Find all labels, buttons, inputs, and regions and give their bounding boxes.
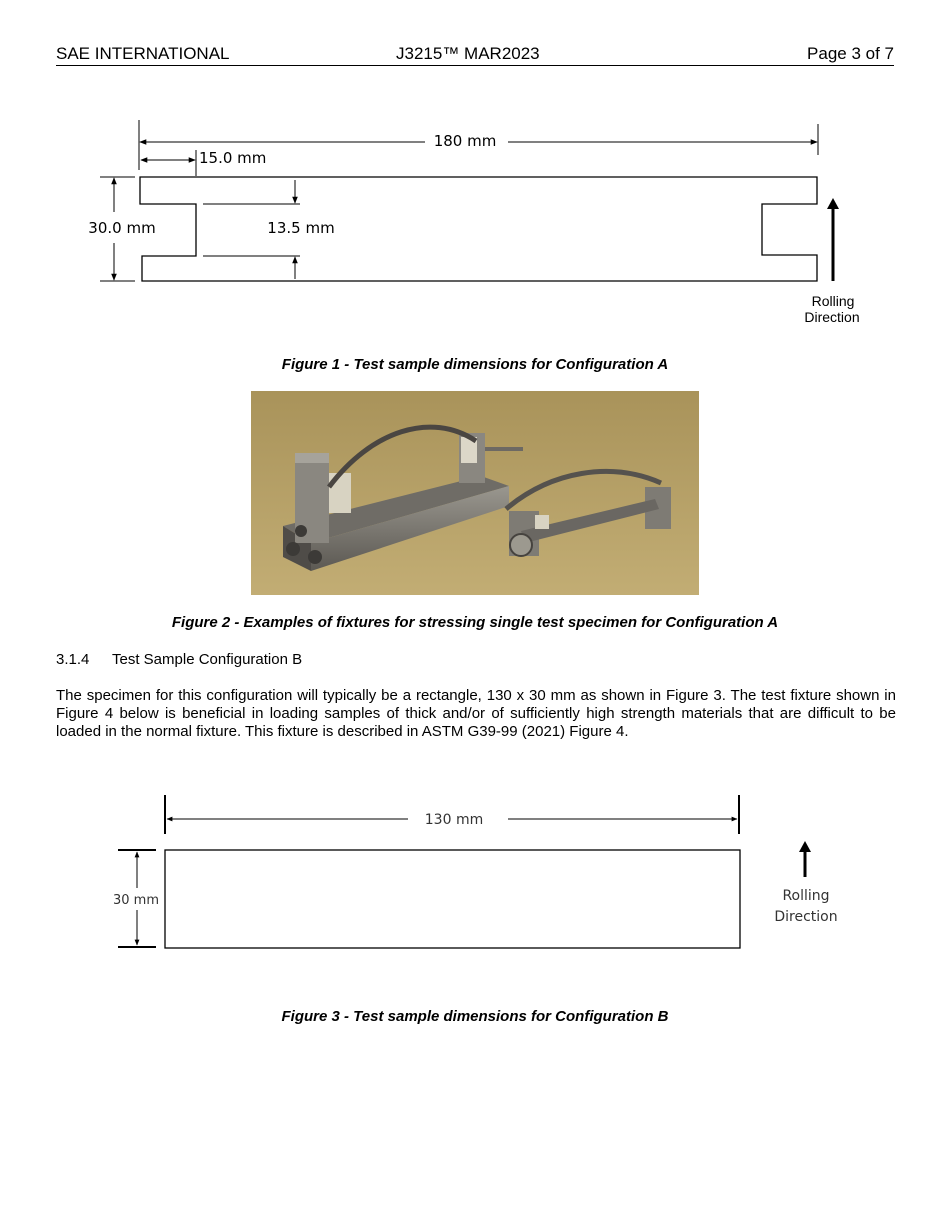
header-org: SAE INTERNATIONAL bbox=[56, 44, 230, 63]
rolling-label-a-1: Rolling bbox=[811, 293, 855, 309]
figure3-caption: Figure 3 - Test sample dimensions for Configuration B bbox=[281, 1008, 669, 1025]
figure2-fixture-photo bbox=[251, 391, 699, 595]
section-title: Test Sample Configuration B bbox=[112, 651, 303, 668]
dim-13-label: 13.5 mm bbox=[267, 219, 335, 237]
section-paragraph: The specimen for this configuration will typically be a rectangle, 130 x 30 mm as shown in Figure 3. The test fixture shown in Figure 4 below is beneficial in loading samples of thick and/or of sufficiently high strength materials that are difficult to be loaded in the normal fixture. This fixture is described in ASTM G39-99 (2021) Figure 4. bbox=[56, 687, 896, 740]
section-heading-3-1-4 bbox=[56, 651, 302, 668]
figure1-diagram bbox=[0, 110, 950, 340]
specimen-a-outline bbox=[140, 177, 817, 281]
header-page-number: Page 3 of 7 bbox=[807, 44, 894, 63]
page-header bbox=[56, 44, 894, 66]
specimen-b-outline bbox=[165, 850, 740, 948]
rolling-label-b-2: Direction bbox=[774, 909, 838, 925]
figure2-caption: Figure 2 - Examples of fixtures for stressing single test specimen for Configuration A bbox=[171, 614, 779, 631]
dim-180-label: 180 mm bbox=[433, 132, 497, 150]
rolling-label-b-1: Rolling bbox=[782, 888, 830, 904]
figure3-diagram bbox=[0, 785, 950, 960]
dim-30-label: 30.0 mm bbox=[88, 219, 156, 237]
figure1-caption: Figure 1 - Test sample dimensions for Configuration A bbox=[281, 356, 669, 373]
section-number: 3.1.4 bbox=[56, 651, 90, 668]
rolling-label-a-2: Direction bbox=[804, 309, 860, 325]
header-doc-id: J3215™ MAR2023 bbox=[396, 44, 540, 63]
dim-130-label: 130 mm bbox=[424, 812, 484, 828]
dim-15-label: 15.0 mm bbox=[199, 149, 267, 167]
dim-30b-label: 30 mm bbox=[112, 893, 160, 908]
